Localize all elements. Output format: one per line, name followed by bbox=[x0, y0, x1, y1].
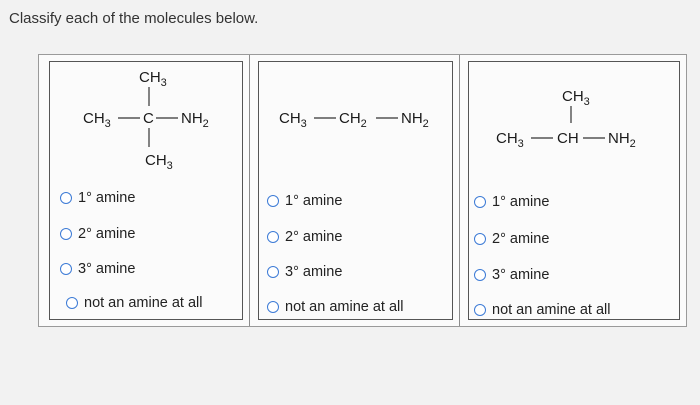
mol1-option-not-amine[interactable] bbox=[66, 295, 203, 311]
mol2-group-c: $NH_2$ bbox=[401, 110, 429, 130]
mol1-option-primary[interactable] bbox=[60, 190, 135, 206]
radio-button[interactable] bbox=[267, 301, 279, 313]
mol1-center-atom: C bbox=[143, 110, 154, 127]
option-label: 1° amine bbox=[78, 190, 136, 206]
mol2-group-b: $CH_2$ bbox=[339, 110, 367, 130]
mol1-option-tertiary[interactable] bbox=[60, 261, 135, 277]
question-prompt: Classify each of the molecules below. bbox=[9, 10, 259, 27]
option-label: 1° amine bbox=[285, 193, 343, 209]
mol1-right-group: $NH_2$ bbox=[181, 110, 209, 130]
mol1-bottom-group: $CH_3$ bbox=[145, 152, 173, 172]
mol3-option-secondary[interactable] bbox=[474, 231, 549, 247]
option-label: not an amine at all bbox=[285, 299, 404, 315]
radio-button[interactable] bbox=[474, 233, 486, 245]
mol3-center-atom: CH bbox=[557, 130, 579, 147]
molecule-cell-1 bbox=[39, 55, 250, 326]
mol3-left-group: $CH_3$ bbox=[496, 130, 524, 150]
molecule-cell-2 bbox=[250, 55, 460, 326]
radio-button[interactable] bbox=[60, 192, 72, 204]
mol1-top-group: $CH_3$ bbox=[139, 69, 167, 89]
radio-button[interactable] bbox=[474, 269, 486, 281]
option-label: 2° amine bbox=[492, 231, 550, 247]
mol3-option-not-amine[interactable] bbox=[474, 302, 611, 318]
radio-button[interactable] bbox=[66, 297, 78, 309]
molecule-cell-3 bbox=[460, 55, 686, 326]
molecule-structure-2 bbox=[250, 55, 460, 195]
radio-button[interactable] bbox=[60, 263, 72, 275]
mol2-group-a: $CH_3$ bbox=[279, 110, 307, 130]
mol2-option-tertiary[interactable] bbox=[267, 264, 342, 280]
radio-button[interactable] bbox=[474, 196, 486, 208]
mol2-option-not-amine[interactable] bbox=[267, 299, 404, 315]
mol2-option-secondary[interactable] bbox=[267, 229, 342, 245]
radio-button[interactable] bbox=[474, 304, 486, 316]
mol3-top-group: $CH_3$ bbox=[562, 88, 590, 108]
option-label: not an amine at all bbox=[84, 295, 203, 311]
mol1-option-secondary[interactable] bbox=[60, 226, 135, 242]
option-label: 3° amine bbox=[78, 261, 136, 277]
mol3-option-primary[interactable] bbox=[474, 194, 549, 210]
radio-button[interactable] bbox=[267, 231, 279, 243]
molecule-structure-1 bbox=[39, 55, 250, 195]
mol1-left-group: $CH_3$ bbox=[83, 110, 111, 130]
mol3-right-group: $NH_2$ bbox=[608, 130, 636, 150]
molecule-table bbox=[38, 54, 687, 327]
option-label: 3° amine bbox=[285, 264, 343, 280]
option-label: 2° amine bbox=[78, 226, 136, 242]
option-label: not an amine at all bbox=[492, 302, 611, 318]
mol3-option-tertiary[interactable] bbox=[474, 267, 549, 283]
radio-button[interactable] bbox=[267, 195, 279, 207]
radio-button[interactable] bbox=[267, 266, 279, 278]
option-label: 1° amine bbox=[492, 194, 550, 210]
radio-button[interactable] bbox=[60, 228, 72, 240]
molecule-structure-3 bbox=[460, 55, 686, 195]
option-label: 3° amine bbox=[492, 267, 550, 283]
option-label: 2° amine bbox=[285, 229, 343, 245]
mol2-option-primary[interactable] bbox=[267, 193, 342, 209]
